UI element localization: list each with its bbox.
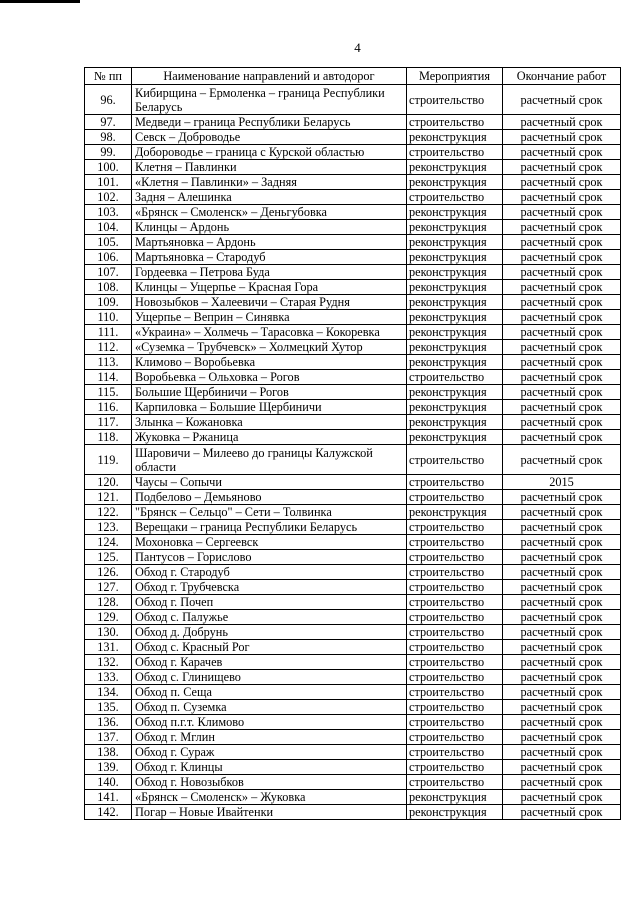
row-number: 136. bbox=[85, 715, 132, 730]
completion: расчетный срок bbox=[503, 775, 621, 790]
row-number: 142. bbox=[85, 805, 132, 820]
row-number: 102. bbox=[85, 190, 132, 205]
road-name: Клинцы – Ущерпье – Красная Гора bbox=[132, 280, 407, 295]
road-name: "Брянск – Сельцо" – Сети – Толвинка bbox=[132, 505, 407, 520]
header-completion: Окончание работ bbox=[503, 68, 621, 85]
table-row bbox=[85, 685, 621, 700]
road-name: Обход г. Клинцы bbox=[132, 760, 407, 775]
row-number: 108. bbox=[85, 280, 132, 295]
table-row bbox=[85, 700, 621, 715]
completion: расчетный срок bbox=[503, 790, 621, 805]
row-number: 125. bbox=[85, 550, 132, 565]
row-number: 116. bbox=[85, 400, 132, 415]
completion: расчетный срок bbox=[503, 400, 621, 415]
road-name: Обход г. Почеп bbox=[132, 595, 407, 610]
row-number: 127. bbox=[85, 580, 132, 595]
completion: расчетный срок bbox=[503, 205, 621, 220]
table-row bbox=[85, 535, 621, 550]
road-name: Обход г. Новозыбков bbox=[132, 775, 407, 790]
activity: строительство bbox=[407, 655, 503, 670]
activity: строительство bbox=[407, 115, 503, 130]
row-number: 101. bbox=[85, 175, 132, 190]
road-name: Большие Щербиничи – Рогов bbox=[132, 385, 407, 400]
road-name: Новозыбков – Халеевичи – Старая Рудня bbox=[132, 295, 407, 310]
completion: расчетный срок bbox=[503, 265, 621, 280]
completion: расчетный срок bbox=[503, 220, 621, 235]
road-name: Климово – Воробьевка bbox=[132, 355, 407, 370]
road-name: Обход с. Глинищево bbox=[132, 670, 407, 685]
table-row bbox=[85, 640, 621, 655]
road-name: Шаровичи – Милеево до границы Калужской области bbox=[132, 445, 407, 475]
table-row bbox=[85, 670, 621, 685]
row-number: 109. bbox=[85, 295, 132, 310]
table-row bbox=[85, 295, 621, 310]
activity: реконструкция bbox=[407, 235, 503, 250]
activity: строительство bbox=[407, 595, 503, 610]
road-name: Ущерпье – Веприн – Синявка bbox=[132, 310, 407, 325]
completion: расчетный срок bbox=[503, 700, 621, 715]
road-name: «Клетня – Павлинки» – Задняя bbox=[132, 175, 407, 190]
row-number: 134. bbox=[85, 685, 132, 700]
activity: строительство bbox=[407, 490, 503, 505]
road-name: Мартьяновка – Ардонь bbox=[132, 235, 407, 250]
activity: реконструкция bbox=[407, 355, 503, 370]
activity: реконструкция bbox=[407, 385, 503, 400]
road-name: Клетня – Павлинки bbox=[132, 160, 407, 175]
activity: реконструкция bbox=[407, 790, 503, 805]
header-name: Наименование направлений и автодорог bbox=[132, 68, 407, 85]
activity: строительство bbox=[407, 760, 503, 775]
table-row bbox=[85, 355, 621, 370]
completion: расчетный срок bbox=[503, 505, 621, 520]
activity: реконструкция bbox=[407, 130, 503, 145]
table-row bbox=[85, 370, 621, 385]
completion: расчетный срок bbox=[503, 385, 621, 400]
row-number: 138. bbox=[85, 745, 132, 760]
table-row bbox=[85, 160, 621, 175]
row-number: 123. bbox=[85, 520, 132, 535]
corner-mark bbox=[0, 0, 80, 3]
road-name: Обход д. Добрунь bbox=[132, 625, 407, 640]
activity: строительство bbox=[407, 640, 503, 655]
row-number: 107. bbox=[85, 265, 132, 280]
completion: расчетный срок bbox=[503, 130, 621, 145]
road-name: Задня – Алешинка bbox=[132, 190, 407, 205]
table-row bbox=[85, 475, 621, 490]
row-number: 119. bbox=[85, 445, 132, 475]
road-name: Обход п.г.т. Климово bbox=[132, 715, 407, 730]
road-name: Обход с. Палужье bbox=[132, 610, 407, 625]
table-row bbox=[85, 445, 621, 475]
row-number: 98. bbox=[85, 130, 132, 145]
road-name: Подбелово – Демьяново bbox=[132, 490, 407, 505]
completion: расчетный срок bbox=[503, 340, 621, 355]
row-number: 135. bbox=[85, 700, 132, 715]
row-number: 112. bbox=[85, 340, 132, 355]
road-name: «Брянск – Смоленск» – Жуковка bbox=[132, 790, 407, 805]
road-name: Верещаки – граница Республики Беларусь bbox=[132, 520, 407, 535]
road-name: Обход г. Стародуб bbox=[132, 565, 407, 580]
table-row bbox=[85, 130, 621, 145]
road-name: Мохоновка – Сергеевск bbox=[132, 535, 407, 550]
table-row bbox=[85, 175, 621, 190]
row-number: 99. bbox=[85, 145, 132, 160]
table-row bbox=[85, 550, 621, 565]
completion: расчетный срок bbox=[503, 535, 621, 550]
activity: реконструкция bbox=[407, 250, 503, 265]
activity: строительство bbox=[407, 565, 503, 580]
table-row bbox=[85, 625, 621, 640]
table-row bbox=[85, 85, 621, 115]
road-name: Погар – Новые Ивайтенки bbox=[132, 805, 407, 820]
road-name: Пантусов – Горислово bbox=[132, 550, 407, 565]
completion: расчетный срок bbox=[503, 745, 621, 760]
activity: реконструкция bbox=[407, 400, 503, 415]
activity: строительство bbox=[407, 520, 503, 535]
completion: расчетный срок bbox=[503, 670, 621, 685]
activity: строительство bbox=[407, 610, 503, 625]
row-number: 121. bbox=[85, 490, 132, 505]
table-row bbox=[85, 280, 621, 295]
row-number: 113. bbox=[85, 355, 132, 370]
activity: реконструкция bbox=[407, 415, 503, 430]
row-number: 139. bbox=[85, 760, 132, 775]
row-number: 130. bbox=[85, 625, 132, 640]
completion: расчетный срок bbox=[503, 190, 621, 205]
table-row bbox=[85, 610, 621, 625]
table-row bbox=[85, 520, 621, 535]
road-name: Воробьевка – Ольховка – Рогов bbox=[132, 370, 407, 385]
header-row bbox=[85, 68, 621, 85]
table-row bbox=[85, 430, 621, 445]
completion: расчетный срок bbox=[503, 145, 621, 160]
completion: расчетный срок bbox=[503, 295, 621, 310]
row-number: 97. bbox=[85, 115, 132, 130]
completion: расчетный срок bbox=[503, 550, 621, 565]
activity: строительство bbox=[407, 370, 503, 385]
header-number: № пп bbox=[85, 68, 132, 85]
table-row bbox=[85, 805, 621, 820]
table-row bbox=[85, 505, 621, 520]
completion: расчетный срок bbox=[503, 610, 621, 625]
road-name: Гордеевка – Петрова Буда bbox=[132, 265, 407, 280]
completion: расчетный срок bbox=[503, 415, 621, 430]
road-name: Обход г. Мглин bbox=[132, 730, 407, 745]
road-name: Обход г. Трубчевска bbox=[132, 580, 407, 595]
table-row bbox=[85, 565, 621, 580]
row-number: 122. bbox=[85, 505, 132, 520]
row-number: 137. bbox=[85, 730, 132, 745]
row-number: 117. bbox=[85, 415, 132, 430]
row-number: 129. bbox=[85, 610, 132, 625]
activity: строительство bbox=[407, 700, 503, 715]
activity: строительство bbox=[407, 445, 503, 475]
row-number: 140. bbox=[85, 775, 132, 790]
completion: расчетный срок bbox=[503, 310, 621, 325]
table-row bbox=[85, 340, 621, 355]
row-number: 100. bbox=[85, 160, 132, 175]
road-name: «Суземка – Трубчевск» – Холмецкий Хутор bbox=[132, 340, 407, 355]
activity: реконструкция bbox=[407, 160, 503, 175]
completion: расчетный срок bbox=[503, 715, 621, 730]
table-row bbox=[85, 325, 621, 340]
row-number: 96. bbox=[85, 85, 132, 115]
row-number: 131. bbox=[85, 640, 132, 655]
table-row bbox=[85, 400, 621, 415]
row-number: 120. bbox=[85, 475, 132, 490]
completion: расчетный срок bbox=[503, 280, 621, 295]
activity: строительство bbox=[407, 670, 503, 685]
table-row bbox=[85, 235, 621, 250]
activity: строительство bbox=[407, 85, 503, 115]
completion: расчетный срок bbox=[503, 85, 621, 115]
activity: строительство bbox=[407, 775, 503, 790]
completion: расчетный срок bbox=[503, 625, 621, 640]
completion: расчетный срок bbox=[503, 730, 621, 745]
row-number: 141. bbox=[85, 790, 132, 805]
table-row bbox=[85, 580, 621, 595]
road-name: Карпиловка – Большие Щербиничи bbox=[132, 400, 407, 415]
activity: реконструкция bbox=[407, 295, 503, 310]
table-row bbox=[85, 190, 621, 205]
activity: реконструкция bbox=[407, 505, 503, 520]
road-name: Кибирщина – Ермоленка – граница Республики Беларусь bbox=[132, 85, 407, 115]
road-name: «Украина» – Холмечь – Тарасовка – Кокоревка bbox=[132, 325, 407, 340]
table-row bbox=[85, 775, 621, 790]
table-row bbox=[85, 220, 621, 235]
road-name: Обход п. Сеща bbox=[132, 685, 407, 700]
row-number: 106. bbox=[85, 250, 132, 265]
table-row bbox=[85, 730, 621, 745]
activity: реконструкция bbox=[407, 310, 503, 325]
completion: расчетный срок bbox=[503, 565, 621, 580]
activity: реконструкция bbox=[407, 325, 503, 340]
activity: строительство bbox=[407, 730, 503, 745]
row-number: 110. bbox=[85, 310, 132, 325]
table-row bbox=[85, 265, 621, 280]
table-row bbox=[85, 205, 621, 220]
table-row bbox=[85, 490, 621, 505]
table-row bbox=[85, 595, 621, 610]
completion: расчетный срок bbox=[503, 655, 621, 670]
row-number: 115. bbox=[85, 385, 132, 400]
activity: строительство bbox=[407, 745, 503, 760]
completion: расчетный срок bbox=[503, 325, 621, 340]
table-row bbox=[85, 745, 621, 760]
activity: реконструкция bbox=[407, 340, 503, 355]
activity: реконструкция bbox=[407, 205, 503, 220]
activity: строительство bbox=[407, 715, 503, 730]
table-row bbox=[85, 115, 621, 130]
road-name: Медведи – граница Республики Беларусь bbox=[132, 115, 407, 130]
activity: строительство bbox=[407, 550, 503, 565]
table-row bbox=[85, 715, 621, 730]
header-activity: Мероприятия bbox=[407, 68, 503, 85]
activity: строительство bbox=[407, 145, 503, 160]
road-name: Обход с. Красный Рог bbox=[132, 640, 407, 655]
activity: реконструкция bbox=[407, 805, 503, 820]
row-number: 105. bbox=[85, 235, 132, 250]
road-name: Обход г. Карачев bbox=[132, 655, 407, 670]
activity: строительство bbox=[407, 685, 503, 700]
completion: расчетный срок bbox=[503, 760, 621, 775]
row-number: 126. bbox=[85, 565, 132, 580]
completion: расчетный срок bbox=[503, 490, 621, 505]
completion: 2015 bbox=[503, 475, 621, 490]
row-number: 124. bbox=[85, 535, 132, 550]
road-name: Обход п. Суземка bbox=[132, 700, 407, 715]
table-row bbox=[85, 145, 621, 160]
completion: расчетный срок bbox=[503, 640, 621, 655]
row-number: 128. bbox=[85, 595, 132, 610]
activity: строительство bbox=[407, 625, 503, 640]
completion: расчетный срок bbox=[503, 175, 621, 190]
table-row bbox=[85, 655, 621, 670]
row-number: 132. bbox=[85, 655, 132, 670]
table-row bbox=[85, 790, 621, 805]
completion: расчетный срок bbox=[503, 685, 621, 700]
road-name: Добороводье – граница с Курской областью bbox=[132, 145, 407, 160]
completion: расчетный срок bbox=[503, 805, 621, 820]
table-row bbox=[85, 415, 621, 430]
row-number: 114. bbox=[85, 370, 132, 385]
activity: реконструкция bbox=[407, 265, 503, 280]
activity: реконструкция bbox=[407, 430, 503, 445]
road-name: Чаусы – Сопычи bbox=[132, 475, 407, 490]
completion: расчетный срок bbox=[503, 520, 621, 535]
activity: строительство bbox=[407, 475, 503, 490]
completion: расчетный срок bbox=[503, 115, 621, 130]
road-name: «Брянск – Смоленск» – Деньгубовка bbox=[132, 205, 407, 220]
road-name: Злынка – Кожановка bbox=[132, 415, 407, 430]
completion: расчетный срок bbox=[503, 160, 621, 175]
activity: реконструкция bbox=[407, 220, 503, 235]
completion: расчетный срок bbox=[503, 430, 621, 445]
page-number: 4 bbox=[354, 40, 361, 55]
completion: расчетный срок bbox=[503, 370, 621, 385]
activity: реконструкция bbox=[407, 280, 503, 295]
road-name: Клинцы – Ардонь bbox=[132, 220, 407, 235]
row-number: 133. bbox=[85, 670, 132, 685]
table-body bbox=[85, 85, 621, 820]
road-name: Мартьяновка – Стародуб bbox=[132, 250, 407, 265]
completion: расчетный срок bbox=[503, 595, 621, 610]
road-name: Обход г. Сураж bbox=[132, 745, 407, 760]
roads-table bbox=[84, 67, 621, 820]
activity: реконструкция bbox=[407, 175, 503, 190]
row-number: 118. bbox=[85, 430, 132, 445]
road-name: Жуковка – Ржаница bbox=[132, 430, 407, 445]
table-row bbox=[85, 760, 621, 775]
completion: расчетный срок bbox=[503, 355, 621, 370]
completion: расчетный срок bbox=[503, 445, 621, 475]
row-number: 104. bbox=[85, 220, 132, 235]
table-row bbox=[85, 385, 621, 400]
completion: расчетный срок bbox=[503, 580, 621, 595]
row-number: 103. bbox=[85, 205, 132, 220]
table-row bbox=[85, 310, 621, 325]
road-name: Севск – Доброводье bbox=[132, 130, 407, 145]
completion: расчетный срок bbox=[503, 250, 621, 265]
table-row bbox=[85, 250, 621, 265]
row-number: 111. bbox=[85, 325, 132, 340]
activity: строительство bbox=[407, 535, 503, 550]
activity: строительство bbox=[407, 190, 503, 205]
completion: расчетный срок bbox=[503, 235, 621, 250]
activity: строительство bbox=[407, 580, 503, 595]
